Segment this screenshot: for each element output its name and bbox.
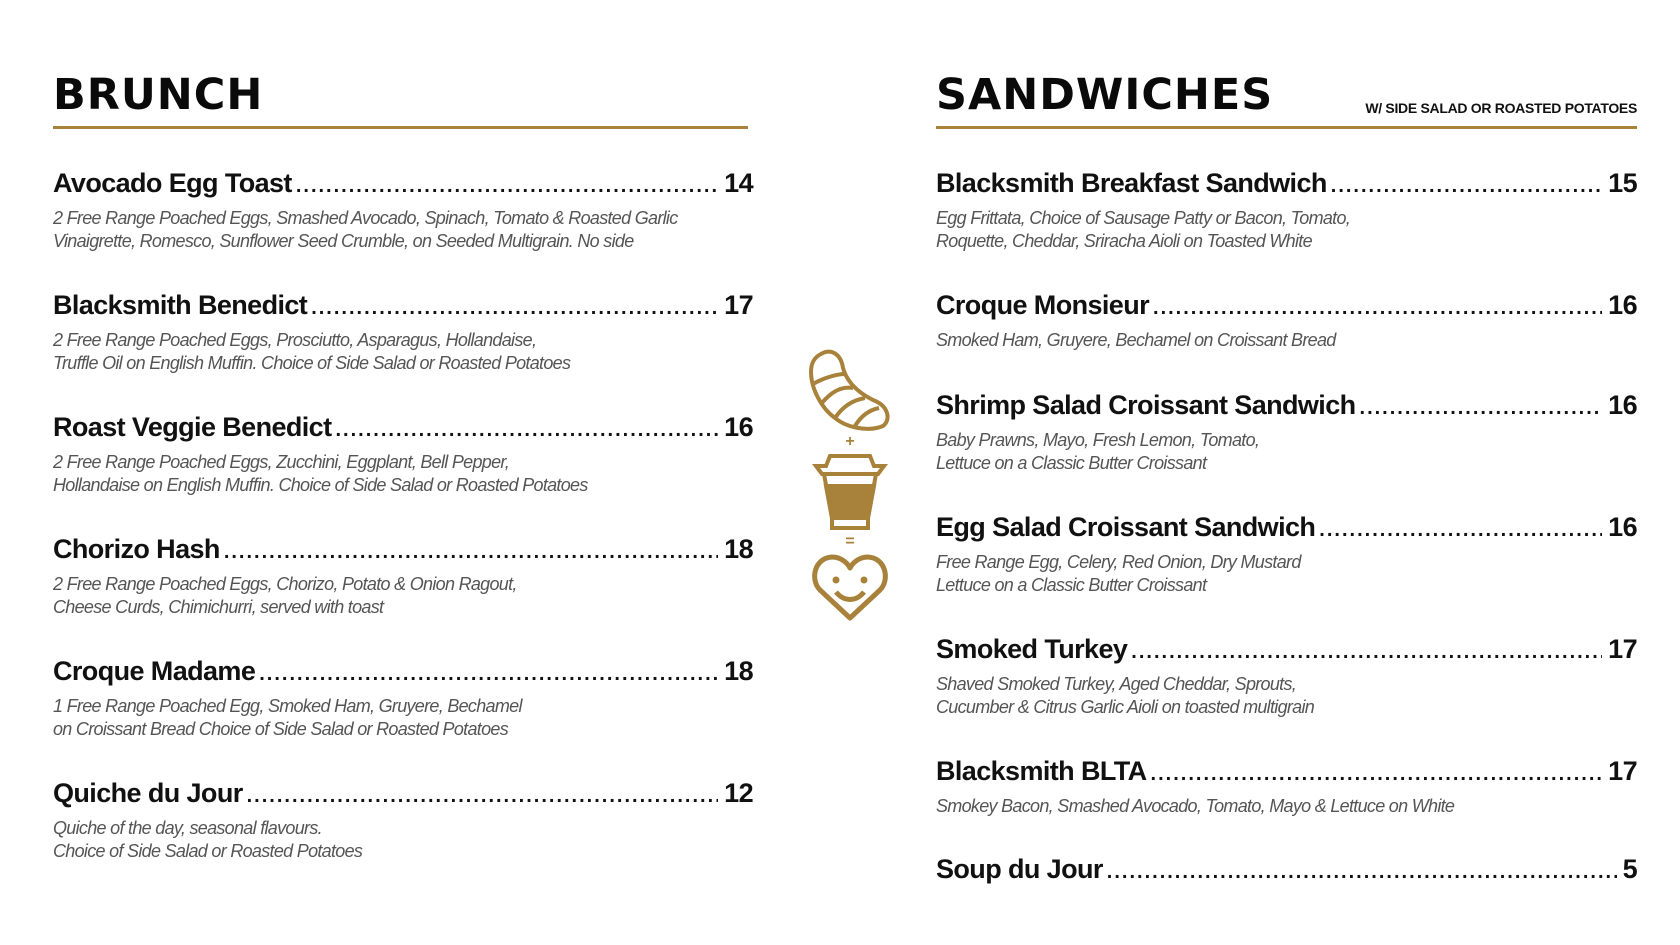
dot-leader [1153, 292, 1602, 324]
description-line: 2 Free Range Poached Eggs, Prosciutto, Asparagus, Hollandaise, [53, 330, 537, 350]
item-name: Blacksmith Benedict [53, 290, 308, 320]
item-name: Blacksmith Breakfast Sandwich [936, 168, 1327, 198]
description-line: Roquette, Cheddar, Sriracha Aioli on Toasted White [936, 231, 1312, 251]
item-title-row [936, 389, 1637, 424]
item-title-row [53, 411, 753, 446]
dot-leader [1360, 392, 1603, 424]
item-price: 16 [1608, 512, 1637, 542]
item-price: 14 [724, 168, 753, 198]
item-description [53, 573, 753, 619]
description-line: Shaved Smoked Turkey, Aged Cheddar, Sprouts, [936, 674, 1297, 694]
item-price: 17 [1608, 634, 1637, 664]
section-title: SANDWICHES [936, 70, 1274, 120]
dot-leader [1107, 856, 1617, 888]
description-line: Free Range Egg, Celery, Red Onion, Dry Mustard [936, 552, 1301, 572]
dot-leader [311, 292, 718, 324]
description-line: 2 Free Range Poached Eggs, Smashed Avocado, Spinach, Tomato & Roasted Garlic [53, 208, 678, 228]
section-subtitle: W/ SIDE SALAD OR ROASTED POTATOES [1365, 100, 1637, 116]
item-description [936, 429, 1637, 475]
equals-sign: = [845, 533, 855, 550]
item-description [936, 795, 1637, 818]
menu-item [53, 411, 753, 497]
item-description [53, 817, 753, 863]
dot-leader [1319, 514, 1602, 546]
coffee-cup-icon [812, 452, 888, 532]
brunch-header [53, 70, 748, 129]
item-price: 15 [1608, 168, 1637, 198]
menu-item [936, 853, 1637, 888]
plus-sign: + [845, 433, 855, 450]
item-name: Roast Veggie Benedict [53, 412, 332, 442]
item-price: 16 [724, 412, 753, 442]
description-line: 1 Free Range Poached Egg, Smoked Ham, Gruyere, Bechamel [53, 696, 522, 716]
item-price: 16 [1608, 290, 1637, 320]
item-title-row [53, 533, 753, 568]
item-description [53, 451, 753, 497]
item-price: 5 [1622, 854, 1637, 884]
item-title-row [53, 289, 753, 324]
item-description [53, 695, 753, 741]
item-price: 16 [1608, 390, 1637, 420]
item-name: Quiche du Jour [53, 778, 243, 808]
item-name: Smoked Turkey [936, 634, 1128, 664]
item-title-row [53, 655, 753, 690]
item-title-row [936, 289, 1637, 324]
description-line: Lettuce on a Classic Butter Croissant [936, 453, 1207, 473]
menu-item [936, 511, 1637, 597]
item-name: Croque Monsieur [936, 290, 1150, 320]
dot-leader [1131, 636, 1602, 668]
menu-item [936, 755, 1637, 818]
item-name: Blacksmith BLTA [936, 756, 1147, 786]
description-line: Cucumber & Citrus Garlic Aioli on toasted multigrain [936, 697, 1315, 717]
smiling-heart-icon [810, 552, 890, 622]
description-line: 2 Free Range Poached Eggs, Chorizo, Potato & Onion Ragout, [53, 574, 517, 594]
item-name: Croque Madame [53, 656, 256, 686]
dot-leader [224, 536, 718, 568]
menu-item [936, 167, 1637, 253]
dot-leader [296, 170, 718, 202]
menu-item [53, 289, 753, 375]
menu-item [53, 655, 753, 741]
item-title-row [936, 633, 1637, 668]
item-name: Avocado Egg Toast [53, 168, 292, 198]
dot-leader [259, 658, 718, 690]
item-description [936, 329, 1637, 352]
description-line: Cheese Curds, Chimichurri, served with toast [53, 597, 384, 617]
item-name: Shrimp Salad Croissant Sandwich [936, 390, 1356, 420]
item-price: 17 [1608, 756, 1637, 786]
item-description [936, 207, 1637, 253]
item-title-row [936, 167, 1637, 202]
item-title-row [53, 777, 753, 812]
item-description [53, 329, 753, 375]
croissant-icon [807, 348, 893, 432]
item-title-row [936, 853, 1637, 888]
item-title-row [53, 167, 753, 202]
menu-item [936, 289, 1637, 352]
description-line: Choice of Side Salad or Roasted Potatoes [53, 841, 363, 861]
description-line: 2 Free Range Poached Eggs, Zucchini, Eggplant, Bell Pepper, [53, 452, 510, 472]
icon-equation [805, 348, 895, 622]
menu-item [936, 633, 1637, 719]
item-price: 18 [724, 656, 753, 686]
item-title-row [936, 511, 1637, 546]
item-description [53, 207, 753, 253]
item-name: Soup du Jour [936, 854, 1103, 884]
item-description [936, 551, 1637, 597]
item-name: Egg Salad Croissant Sandwich [936, 512, 1316, 542]
description-line: Baby Prawns, Mayo, Fresh Lemon, Tomato, [936, 430, 1260, 450]
description-line: Hollandaise on English Muffin. Choice of Side Salad or Roasted Potatoes [53, 475, 588, 495]
menu-item [936, 389, 1637, 475]
sandwiches-header [936, 70, 1637, 129]
description-line: Lettuce on a Classic Butter Croissant [936, 575, 1207, 595]
description-line: Smoked Ham, Gruyere, Bechamel on Croissant Bread [936, 330, 1336, 350]
description-line: Egg Frittata, Choice of Sausage Patty or Bacon, Tomato, [936, 208, 1351, 228]
description-line: Vinaigrette, Romesco, Sunflower Seed Crumble, on Seeded Multigrain. No side [53, 231, 634, 251]
dot-leader [1331, 170, 1602, 202]
section-title: BRUNCH [53, 70, 264, 120]
item-price: 17 [724, 290, 753, 320]
item-name: Chorizo Hash [53, 534, 220, 564]
menu-item [53, 167, 753, 253]
description-line: on Croissant Bread Choice of Side Salad or Roasted Potatoes [53, 719, 508, 739]
item-price: 18 [724, 534, 753, 564]
menu-item [53, 777, 753, 863]
dot-leader [247, 780, 719, 812]
dot-leader [335, 414, 718, 446]
description-line: Truffle Oil on English Muffin. Choice of Side Salad or Roasted Potatoes [53, 353, 571, 373]
description-line: Quiche of the day, seasonal flavours. [53, 818, 322, 838]
menu-item [53, 533, 753, 619]
item-description [936, 673, 1637, 719]
item-title-row [936, 755, 1637, 790]
dot-leader [1151, 758, 1603, 790]
item-price: 12 [724, 778, 753, 808]
description-line: Smokey Bacon, Smashed Avocado, Tomato, Mayo & Lettuce on White [936, 796, 1455, 816]
